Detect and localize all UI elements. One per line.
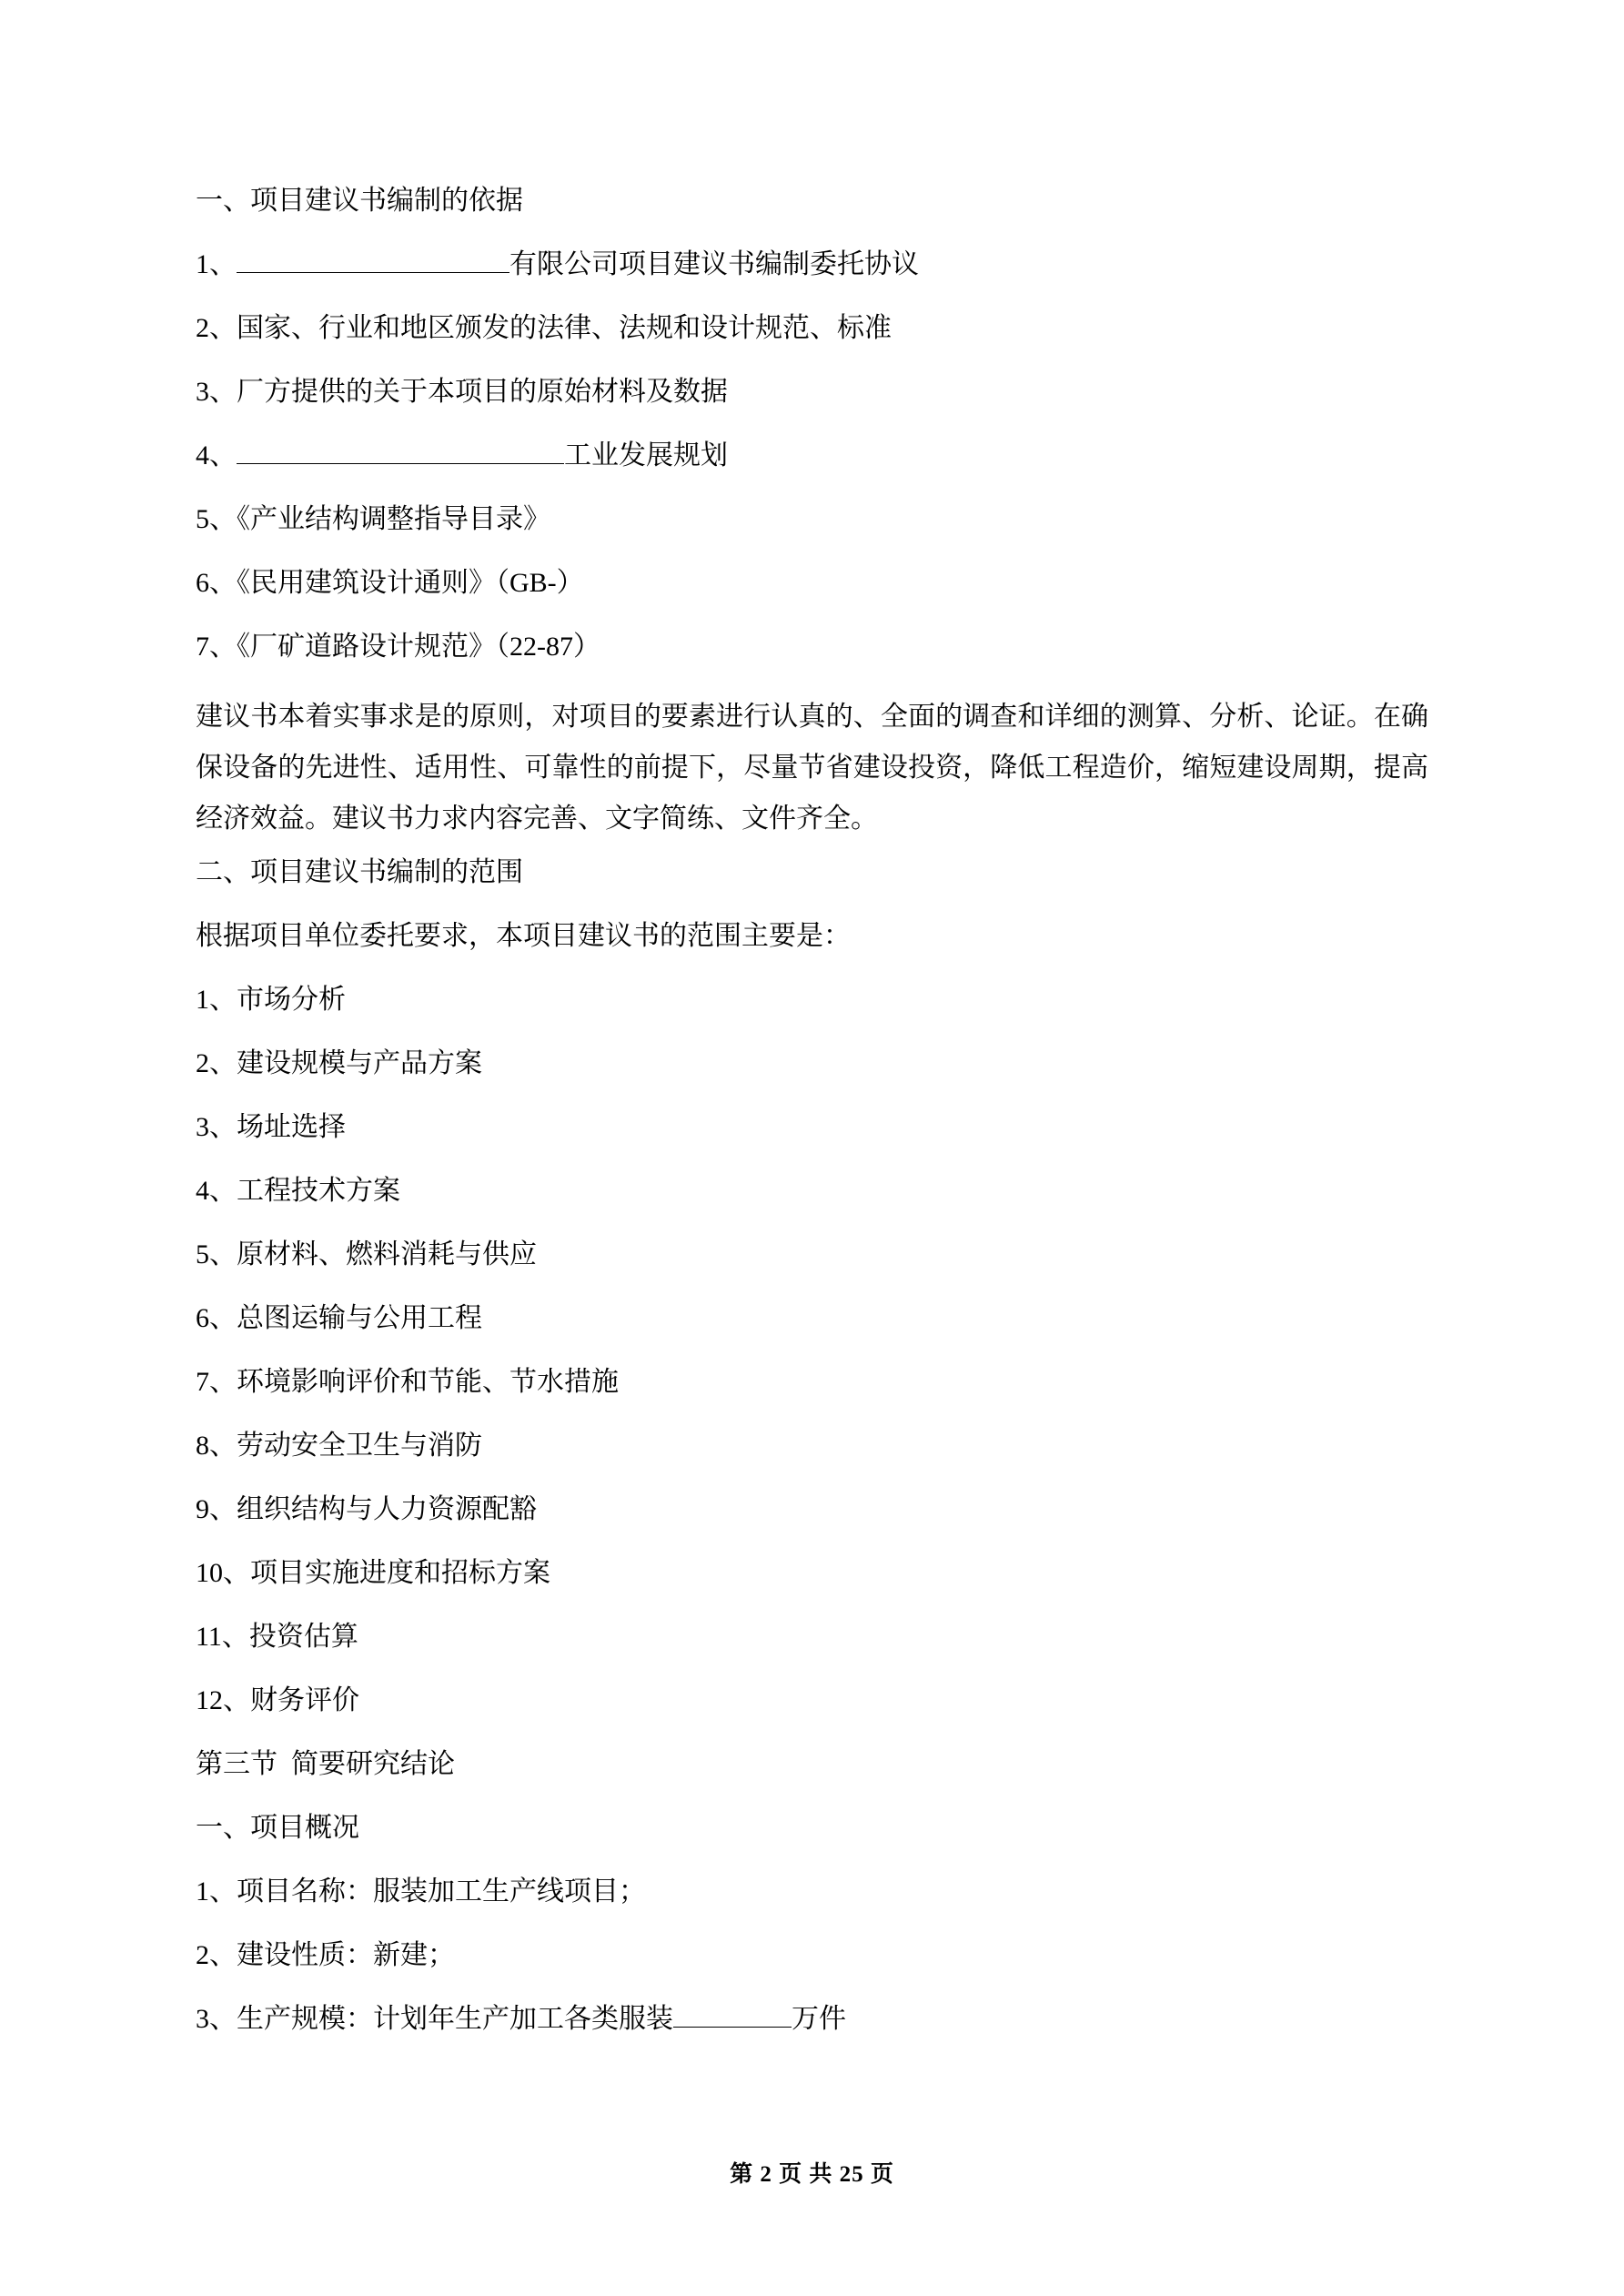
basis-item-4-blank[interactable] [237, 463, 564, 464]
basis-item-1-prefix: 1、 [196, 249, 237, 279]
overview-item-3-blank[interactable] [673, 2027, 792, 2028]
scope-item-10: 10、项目实施进度和招标方案 [196, 1558, 550, 1588]
scope-item-12: 12、财务评价 [196, 1685, 359, 1715]
scope-item-3: 3、场址选择 [196, 1112, 346, 1142]
scope-item-8: 8、劳动安全卫生与消防 [196, 1431, 482, 1461]
overview-item-1: 1、项目名称：服装加工生产线项目； [196, 1876, 646, 1907]
overview-item-3 [196, 2000, 1428, 2038]
basis-item-5: 5、《产业结构调整指导目录》 [196, 504, 550, 534]
basis-item-4-prefix: 4、 [196, 440, 237, 470]
basis-item-3: 3、厂方提供的关于本项目的原始材料及数据 [196, 377, 728, 407]
basis-item-4 [196, 437, 1428, 475]
heading-scope: 二、项目建议书编制的范围 [196, 857, 523, 887]
basis-item-1-blank[interactable] [237, 272, 509, 273]
scope-item-1: 1、市场分析 [196, 985, 346, 1015]
scope-item-9: 9、组织结构与人力资源配豁 [196, 1494, 537, 1524]
scope-item-5: 5、原材料、燃料消耗与供应 [196, 1239, 537, 1269]
basis-item-7: 7、《厂矿道路设计规范》（22-87） [196, 632, 600, 662]
scope-item-11: 11、投资估算 [196, 1622, 358, 1652]
overview-item-2: 2、建设性质：新建； [196, 1940, 455, 1970]
heading-overview: 一、项目概况 [196, 1813, 359, 1843]
page-footer: 第 2 页 共 25 页 [730, 2162, 894, 2187]
paragraph-principles: 建议书本着实事求是的原则，对项目的要素进行认真的、全面的调查和详细的测算、分析、论证。在确保设备的先进性、适用性、可靠性的前提下，尽量节省建设投资，降低工程造价，缩短建设周期，提高经济效益。建议书力求内容完善、文字简练、文件齐全。 [196, 702, 1428, 834]
scope-item-6: 6、总图运输与公用工程 [196, 1303, 482, 1333]
basis-item-2: 2、国家、行业和地区颁发的法律、法规和设计规范、标准 [196, 313, 892, 343]
scope-item-2: 2、建设规模与产品方案 [196, 1048, 482, 1078]
basis-item-6: 6、《民用建筑设计通则》（GB-） [196, 568, 584, 598]
basis-item-1 [196, 246, 1428, 284]
overview-item-3-suffix: 万件 [792, 2004, 846, 2034]
document-body [196, 182, 1428, 2038]
scope-item-7: 7、环境影响评价和节能、节水措施 [196, 1367, 619, 1397]
basis-item-4-suffix: 工业发展规划 [564, 440, 728, 470]
basis-item-1-suffix: 有限公司项目建议书编制委托协议 [509, 249, 919, 279]
heading-section-three: 第三节 简要研究结论 [196, 1749, 455, 1779]
scope-item-4: 4、工程技术方案 [196, 1176, 400, 1206]
overview-item-3-prefix: 3、生产规模：计划年生产加工各类服装 [196, 2004, 673, 2034]
heading-basis: 一、项目建议书编制的依据 [196, 186, 523, 216]
scope-intro: 根据项目单位委托要求，本项目建议书的范围主要是： [196, 921, 851, 951]
